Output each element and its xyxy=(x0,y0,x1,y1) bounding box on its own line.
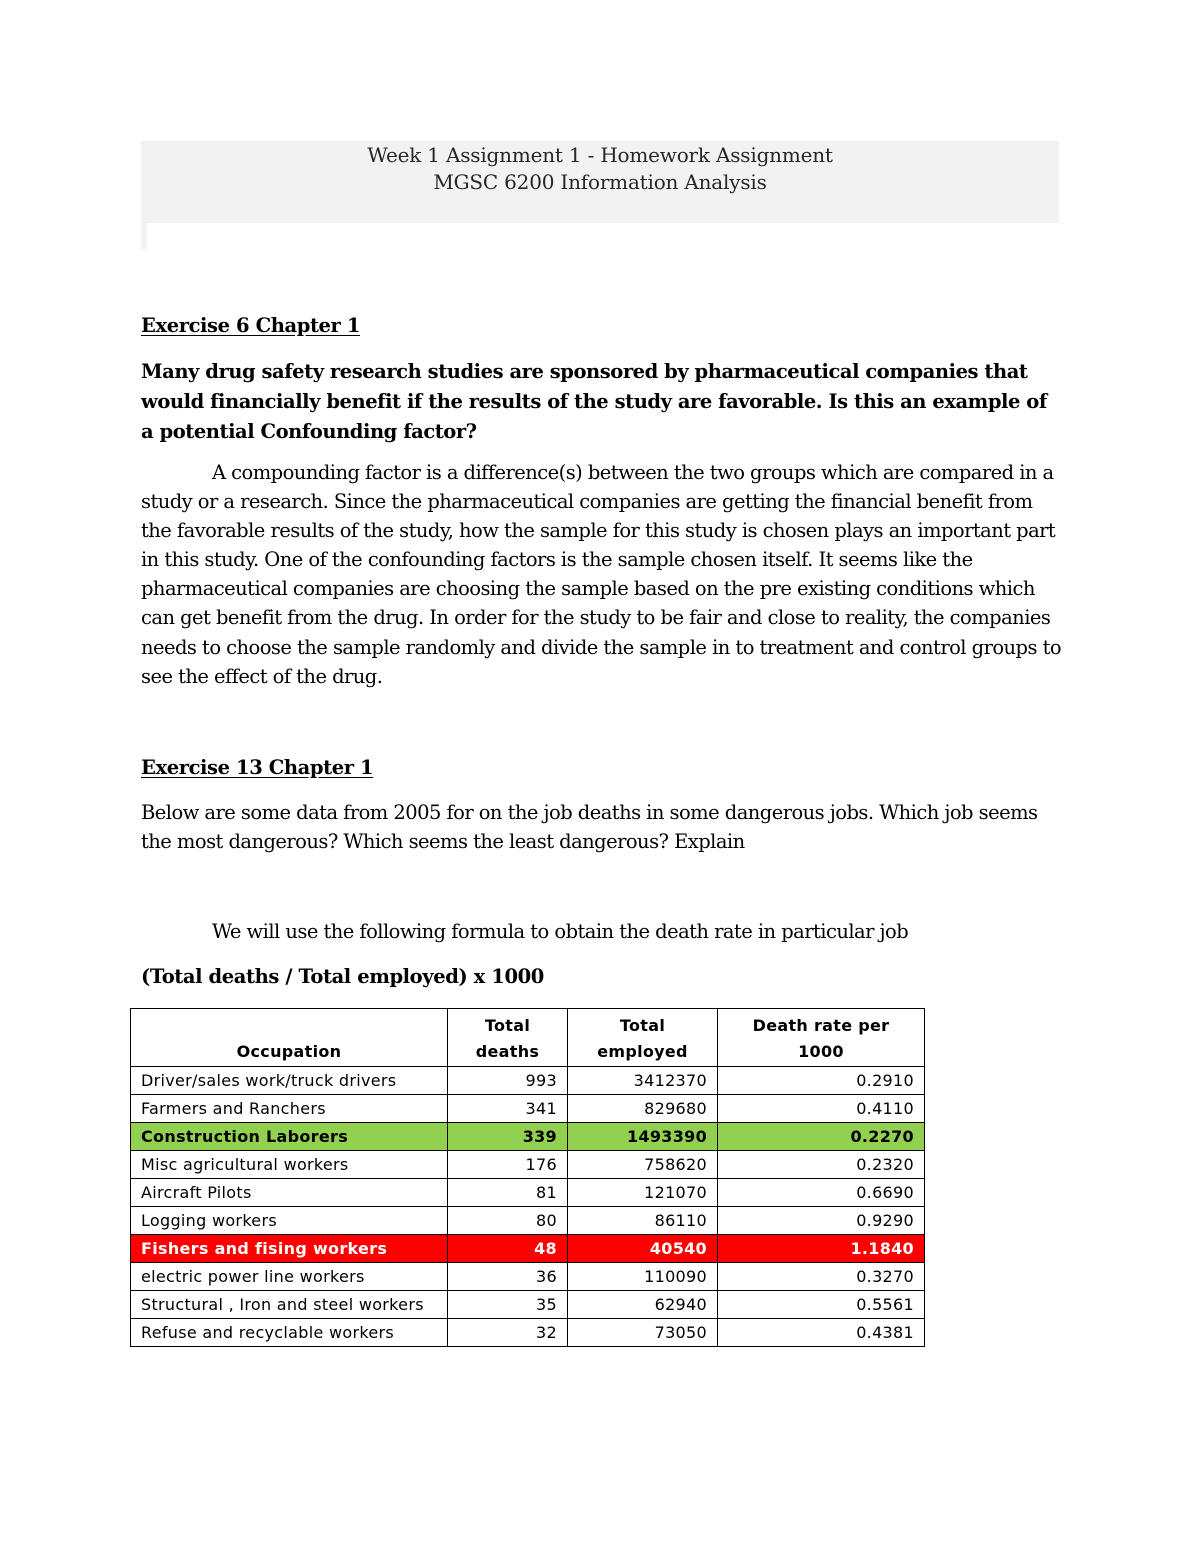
deaths-cell: 32 xyxy=(448,1319,568,1347)
exercise-6-heading: Exercise 6 Chapter 1 xyxy=(141,314,360,337)
rate-cell: 0.2270 xyxy=(718,1123,925,1151)
table-row xyxy=(131,1263,925,1291)
employed-cell: 829680 xyxy=(568,1095,718,1123)
table-row xyxy=(131,1179,925,1207)
occupation-cell: Logging workers xyxy=(131,1207,448,1235)
occupation-cell: electric power line workers xyxy=(131,1263,448,1291)
answer-line: can get benefit from the drug. In order for the study to be fair and close to reality, the companies xyxy=(141,606,1051,629)
formula-intro: We will use the following formula to obtain the death rate in particular job xyxy=(212,920,909,943)
deaths-cell: 176 xyxy=(448,1151,568,1179)
deaths-cell: 48 xyxy=(448,1235,568,1263)
table-row xyxy=(131,1291,925,1319)
deaths-cell: 993 xyxy=(448,1067,568,1095)
header-occupation: Occupation xyxy=(131,1009,448,1067)
employed-cell: 62940 xyxy=(568,1291,718,1319)
deaths-cell: 35 xyxy=(448,1291,568,1319)
table-row-least-dangerous xyxy=(131,1123,925,1151)
employed-cell: 1493390 xyxy=(568,1123,718,1151)
header-total-deaths-line1: Total xyxy=(484,1016,531,1035)
occupation-cell: Aircraft Pilots xyxy=(131,1179,448,1207)
table-row xyxy=(131,1207,925,1235)
occupation-cell: Misc agricultural workers xyxy=(131,1151,448,1179)
occupation-cell: Construction Laborers xyxy=(131,1123,448,1151)
employed-cell: 121070 xyxy=(568,1179,718,1207)
rate-cell: 0.9290 xyxy=(718,1207,925,1235)
employed-cell: 758620 xyxy=(568,1151,718,1179)
header-total-deaths-line2: deaths xyxy=(475,1042,540,1061)
occupation-cell: Structural , Iron and steel workers xyxy=(131,1291,448,1319)
deaths-cell: 80 xyxy=(448,1207,568,1235)
rate-cell: 0.2320 xyxy=(718,1151,925,1179)
rate-cell: 0.4381 xyxy=(718,1319,925,1347)
rate-cell: 0.4110 xyxy=(718,1095,925,1123)
header-title: Week 1 Assignment 1 - Homework Assignment xyxy=(367,143,833,167)
employed-cell: 110090 xyxy=(568,1263,718,1291)
deaths-cell: 36 xyxy=(448,1263,568,1291)
answer-line: study or a research. Since the pharmaceutical companies are getting the financial benefit from xyxy=(141,490,1033,513)
header-total-employed xyxy=(568,1009,718,1067)
rate-cell: 0.3270 xyxy=(718,1263,925,1291)
exercise-13-question-line: the most dangerous? Which seems the least dangerous? Explain xyxy=(141,830,745,853)
employed-cell: 40540 xyxy=(568,1235,718,1263)
answer-line: needs to choose the sample randomly and divide the sample in to treatment and control groups to xyxy=(141,636,1062,659)
header-decoration xyxy=(141,223,147,249)
header-death-rate: Death rate per 1000 xyxy=(718,1009,925,1067)
table-row-most-dangerous xyxy=(131,1235,925,1263)
employed-cell: 73050 xyxy=(568,1319,718,1347)
table-header-row xyxy=(131,1009,925,1067)
employed-cell: 86110 xyxy=(568,1207,718,1235)
occupation-cell: Fishers and fising workers xyxy=(131,1235,448,1263)
death-rate-table xyxy=(130,1008,925,1347)
exercise-13-question-line: Below are some data from 2005 for on the job deaths in some dangerous jobs. Which job seems xyxy=(141,801,1038,824)
rate-cell: 1.1840 xyxy=(718,1235,925,1263)
table-row xyxy=(131,1067,925,1095)
formula: (Total deaths / Total employed) x 1000 xyxy=(141,965,544,988)
table-row xyxy=(131,1319,925,1347)
answer-line: see the effect of the drug. xyxy=(141,665,383,688)
exercise-13-heading: Exercise 13 Chapter 1 xyxy=(141,756,374,779)
occupation-cell: Farmers and Ranchers xyxy=(131,1095,448,1123)
table-row xyxy=(131,1095,925,1123)
exercise-6-question: Many drug safety research studies are sponsored by pharmaceutical companies that would financially benefit if the results of the study are favorable. Is this an example of a potential Confounding factor? xyxy=(141,360,1047,443)
header-course: MGSC 6200 Information Analysis xyxy=(433,170,767,194)
deaths-cell: 81 xyxy=(448,1179,568,1207)
answer-line: pharmaceutical companies are choosing the sample based on the pre existing conditions which xyxy=(141,577,1035,600)
rate-cell: 0.6690 xyxy=(718,1179,925,1207)
answer-line: A compounding factor is a difference(s) between the two groups which are compared in a xyxy=(212,461,1054,484)
employed-cell: 3412370 xyxy=(568,1067,718,1095)
header-total-employed-line2: employed xyxy=(597,1042,688,1061)
header-total-deaths xyxy=(448,1009,568,1067)
header-total-employed-line1: Total xyxy=(619,1016,666,1035)
table-row xyxy=(131,1151,925,1179)
deaths-cell: 341 xyxy=(448,1095,568,1123)
rate-cell: 0.5561 xyxy=(718,1291,925,1319)
occupation-cell: Driver/sales work/truck drivers xyxy=(131,1067,448,1095)
answer-line: the favorable results of the study, how the sample for this study is chosen plays an important part xyxy=(141,519,1056,542)
rate-cell: 0.2910 xyxy=(718,1067,925,1095)
answer-line: in this study. One of the confounding factors is the sample chosen itself. It seems like the xyxy=(141,548,973,571)
deaths-cell: 339 xyxy=(448,1123,568,1151)
occupation-cell: Refuse and recyclable workers xyxy=(131,1319,448,1347)
